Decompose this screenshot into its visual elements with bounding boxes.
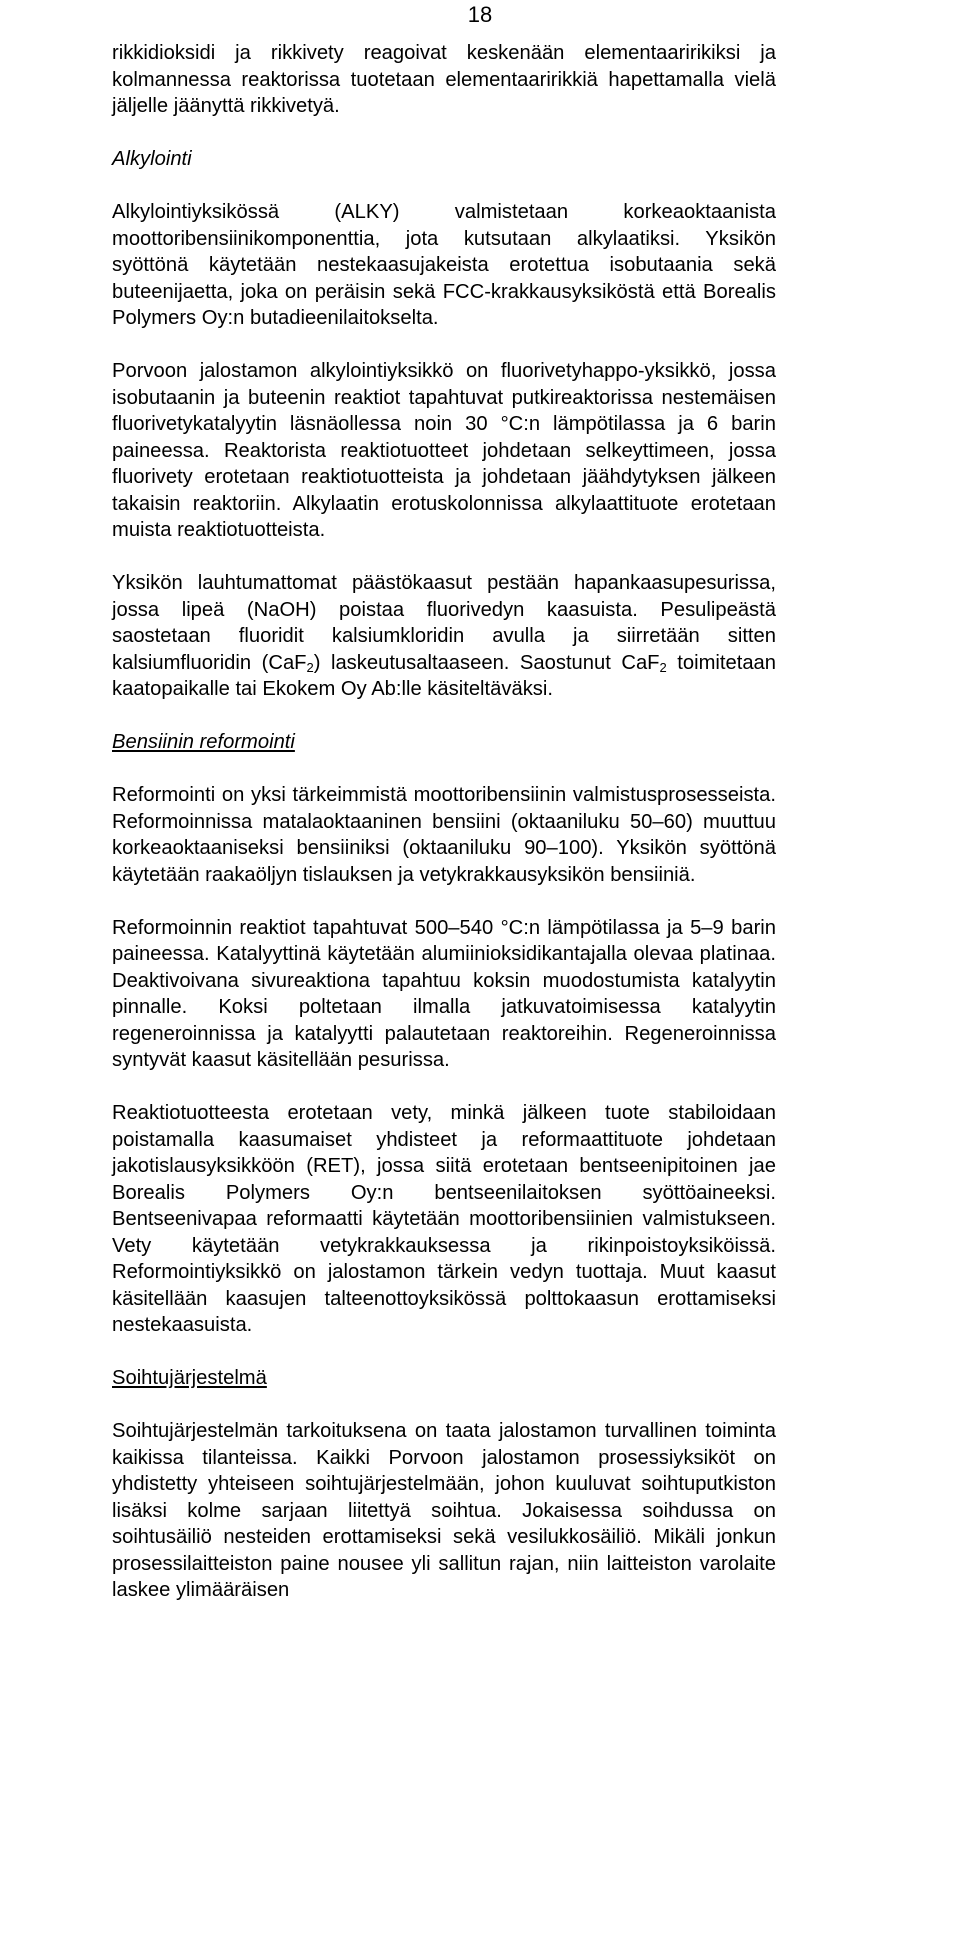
subscript: 2 (659, 659, 667, 675)
paragraph-alky-emissions (112, 570, 776, 703)
paragraph-sulfur-recovery: rikkidioksidi ja rikkivety reagoivat keskenään elementaaririkiksi ja kolmannessa reaktorissa tuotetaan elementaaririkkiä hapettamalla vielä jäljelle jäänyttä rikkivetyä. (112, 42, 776, 117)
text-segment: toimitetaan kaatopaikalle tai Ekokem Oy Ab:lle käsiteltäväksi. (112, 651, 776, 700)
text-segment: Yksikön lauhtumattomat päästökaasut pestään hapankaasupesurissa, jossa lipeä (NaOH) poistaa fluorivedyn kaasuista. Pesulipeästä saostetaan fluoridit kalsiumkloridin avulla ja siirretään sitten kalsiumfluoridin (CaF (112, 572, 776, 674)
page-number: 18 (467, 2, 493, 27)
paragraph-alky-intro: Alkylointiyksikössä (ALKY) valmistetaan korkeaoktaanista moottoribensiinikomponenttia, jota kutsutaan alkylaatiksi. Yksikön syöttönä käytetään nestekaasujakeista erotettua isobutaania sekä buteenijaetta, joka on peräisin sekä FCC-krakkausyksiköstä että Borealis Polymers Oy:n butadieenilaitokselta. (112, 201, 776, 329)
paragraph-reformointi-products: Reaktiotuotteesta erotetaan vety, minkä jälkeen tuote stabiloidaan poistamalla kaasumaiset yhdisteet ja reformaattituote johdetaan jakotislausyksikköön (RET), jossa siitä erotetaan bentseenipitoinen jae Borealis Polymers Oy:n bentseenilaitoksen syöttöaineeksi. Bentseenivapaa reformaatti käytetään moottoribensiinien valmistukseen. Vety käytetään vetykrakkauksessa ja rikinpoistoyksiköissä. Reformointiyksikkö on jalostamon tärkein vedyn tuottaja. Muut kaasut käsitellään kaasujen talteenottoyksikössä polttokaasun erottamiseksi nestekaasuista. (112, 1102, 776, 1336)
paragraph-reformointi-intro: Reformointi on yksi tärkeimmistä moottoribensiinin valmistusprosesseista. Reformoinnissa matalaoktaaninen bensiini (oktaaniluku 50–60) muuttuu korkeaoktaaniseksi bensiiniksi (oktaaniluku 90–100). Yksikön syöttönä käytetään raakaöljyn tislauksen ja vetykrakkausyksikön bensiiniä. (112, 784, 776, 886)
paragraph-alky-process: Porvoon jalostamon alkylointiyksikkö on fluorivetyhappo-yksikkö, jossa isobutaanin ja buteenin reaktiot tapahtuvat putkireaktorissa nestemäisen fluorivetykatalyytin läsnäollessa noin 30 °C:n lämpötilassa ja 6 barin paineessa. Reaktorista reaktiotuotteet johdetaan selkeyttimeen, jossa fluorivety erotetaan reaktiotuotteista ja johdetaan jäähdytyksen jälkeen takaisin reaktoriin. Alkylaatin erotuskolonnissa alkylaattituote erotetaan muista reaktiotuotteista. (112, 360, 776, 541)
paragraph-reformointi-reactions: Reformoinnin reaktiot tapahtuvat 500–540 °C:n lämpötilassa ja 5–9 barin paineessa. Katalyyttinä käytetään alumiinioksidikantajalla olevaa platinaa. Deaktivoivana sivureaktiona tapahtuu koksin muodostumista katalyytin pinnalle. Koksi poltetaan ilmalla jatkuvatoimisessa katalyytin regeneroinnissa ja katalyytti palautetaan reaktoreihin. Regeneroinnissa syntyvät kaasut käsitellään pesurissa. (112, 916, 776, 1071)
document-body (112, 40, 776, 1604)
paragraph-soihtu: Soihtujärjestelmän tarkoituksena on taata jalostamon turvallinen toiminta kaikissa tilanteissa. Kaikki Porvoon jalostamon prosessiyksiköt on yhdistetty yhteiseen soihtujärjestelmään, johon kuuluvat soihtuputkiston lisäksi kolme sarjaan liitettyä soihtua. Jokaisessa soihdussa on soihtusäiliö nesteiden erottamiseksi sekä vesilukkosäiliö. Mikäli jonkun prosessilaitteiston paine nousee yli sallitun rajan, niin laitteiston varolaite laskee ylimääräisen (112, 1420, 776, 1601)
heading-soihtujarjestelma: Soihtujärjestelmä (112, 1367, 267, 1389)
text-segment: ) laskeutusaltaaseen. Saostunut CaF (313, 651, 660, 674)
heading-bensiinin-reformointi: Bensiinin reformointi (112, 731, 295, 753)
heading-alkylointi: Alkylointi (112, 148, 192, 170)
subscript: 2 (306, 659, 314, 675)
